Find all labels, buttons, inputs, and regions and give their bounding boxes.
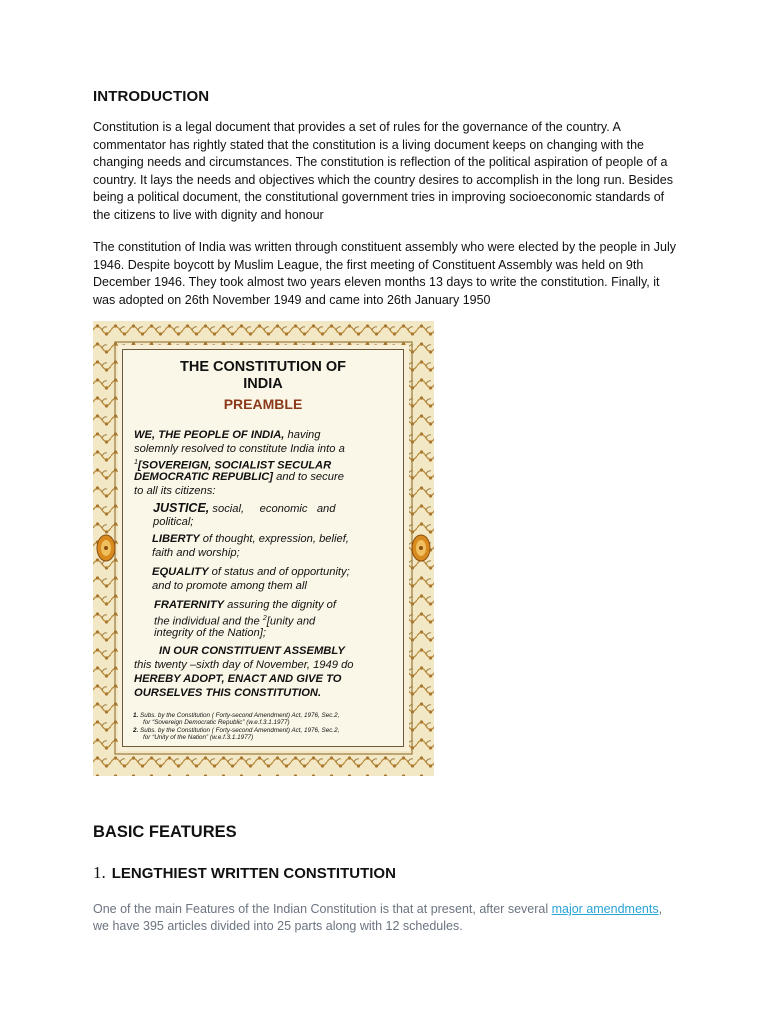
- feature-1-paragraph: One of the main Features of the Indian Constitution is that at present, after several major amendments, we have 395 articles divided into 25 parts along with 12 schedules.: [93, 902, 663, 933]
- preamble-title-line2: INDIA: [243, 376, 283, 392]
- preamble-line: the individual and the $^2$[unity and: [154, 615, 316, 628]
- preamble-footnote-1-cont: for “Sovereign Democratic Republic” (w.e.f.3.1.1977): [143, 719, 290, 726]
- preamble-line: JUSTICE, social, economic and: [153, 501, 336, 515]
- feature-1-title: LENGTHIEST WRITTEN CONSTITUTION: [111, 865, 396, 882]
- feature-1-heading: [93, 863, 396, 883]
- basic-features-heading: BASIC FEATURES: [93, 823, 237, 841]
- preamble-line: $^1$[SOVEREIGN, SOCIALIST SECULAR: [134, 459, 332, 472]
- preamble-line: LIBERTY of thought, expression, belief,: [152, 533, 349, 545]
- preamble-line: faith and worship;: [152, 547, 240, 559]
- intro-paragraph-1: Constitution is a legal document that provides a set of rules for the governance of the country. A commentator has rightly stated that the constitution is a living document keeps on changing with the changing needs and circumstances. The constitution is reflection of the political aspiration of people of a country. It lays the needs and objectives which the country desires to accomplish in the long run. Besides being a political document, the constitutional government tries in improving socioeconomic standards of the citizens to live with dignity and honour: [93, 120, 673, 222]
- preamble-line: and to promote among them all: [152, 580, 307, 592]
- preamble-subtitle: PREAMBLE: [223, 396, 303, 412]
- preamble-line: FRATERNITY assuring the dignity of: [154, 599, 336, 611]
- left-chakra-icon: [96, 534, 116, 562]
- preamble-line: political;: [153, 516, 194, 528]
- preamble-text-panel: [122, 349, 404, 747]
- preamble-footnote-2-cont: for “Unity of the Nation” (w.e.f.3.1.1977): [143, 734, 254, 741]
- preamble-line: solemnly resolved to constitute India into a: [134, 443, 345, 455]
- preamble-title-line1: THE CONSTITUTION OF: [180, 359, 346, 375]
- preamble-line: DEMOCRATIC REPUBLIC] and to secure: [134, 471, 344, 483]
- preamble-footnote-1: 1. Subs. by the Constitution ( Forty-second Amendment) Act, 1976, Sec.2,: [133, 712, 340, 719]
- preamble-footnote-2: 2. Subs. by the Constitution ( Forty-second Amendment) Act, 1976, Sec.2,: [133, 727, 340, 734]
- major-amendments-link[interactable]: major amendments: [551, 902, 659, 916]
- preamble-image: [93, 321, 434, 776]
- preamble-line: IN OUR CONSTITUENT ASSEMBLY: [159, 645, 345, 657]
- preamble-line: this twenty –sixth day of November, 1949 do: [134, 659, 354, 671]
- feature-1-number: 1.: [93, 863, 106, 882]
- introduction-heading: INTRODUCTION: [93, 88, 210, 105]
- preamble-line: OURSELVES THIS CONSTITUTION.: [134, 687, 322, 699]
- preamble-line: WE, THE PEOPLE OF INDIA, having: [134, 429, 321, 441]
- right-chakra-icon: [411, 534, 431, 562]
- preamble-line: HEREBY ADOPT, ENACT AND GIVE TO: [134, 673, 342, 685]
- intro-paragraph-2: The constitution of India was written through constituent assembly who were elected by the people in July 1946. Despite boycott by Muslim League, the first meeting of Constituent Assembly was held on 9th December 1946. They took almost two years eleven months 13 days to write the constitution. Finally, it was adopted on 26th November 1949 and came into 26th January 1950: [93, 240, 676, 307]
- preamble-line: to all its citizens:: [134, 485, 216, 497]
- preamble-line: EQUALITY of status and of opportunity;: [152, 566, 350, 578]
- preamble-line: integrity of the Nation];: [154, 627, 266, 639]
